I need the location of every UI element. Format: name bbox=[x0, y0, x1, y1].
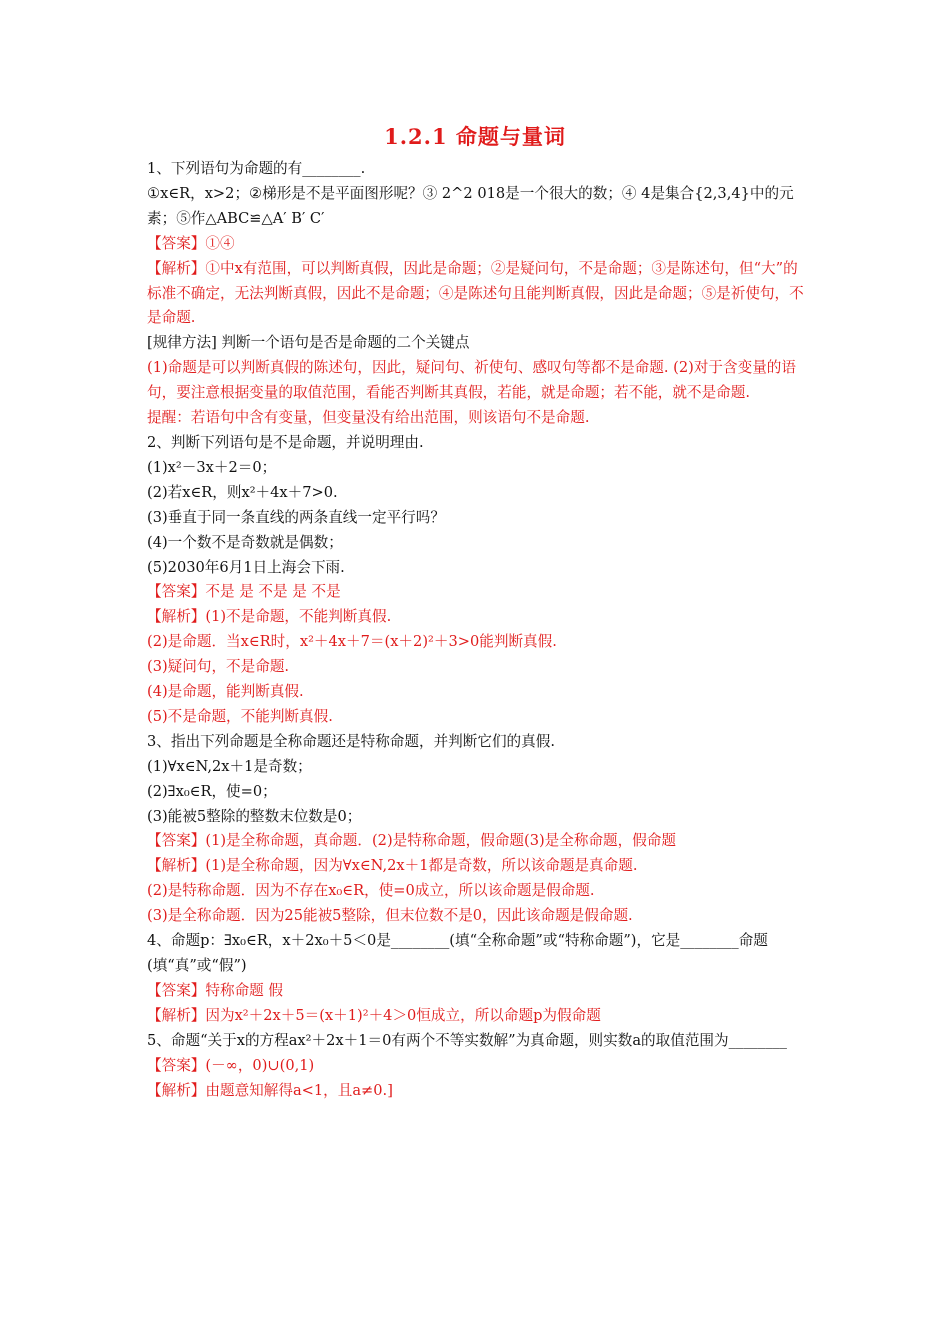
q2-item-4: (4)一个数不是奇数就是偶数； bbox=[147, 533, 343, 551]
q2-item-3: (3)垂直于同一条直线的两条直线一定平行吗？ bbox=[147, 508, 445, 526]
page-title: 1.2.1 命题与量词 bbox=[384, 124, 566, 149]
q4-answer: 【答案】特称命题 假 bbox=[147, 981, 283, 999]
q2-analysis-2: (2)是命题．当x∈R时，x²＋4x＋7＝(x＋2)²＋3>0能判断真假. bbox=[147, 633, 557, 651]
q1-analysis: 【解析】①中x有范围，可以判断真假，因此是命题；②是疑问句，不是命题；③是陈述句，但“大”的标准不确定，无法判断真假，因此不是命题；④是陈述句且能判断真假，因此是命题；⑤是祈使句，不是命题. bbox=[147, 259, 804, 327]
q2-stem: 2、判断下列语句是不是命题，并说明理由. bbox=[147, 433, 424, 451]
method-reminder: 提醒：若语句中含有变量，但变量没有给出范围，则该语句不是命题. bbox=[147, 409, 590, 427]
q3-analysis-1: 【解析】(1)是全称命题，因为∀x∈N,2x＋1都是奇数，所以该命题是真命题. bbox=[147, 857, 638, 875]
q2-analysis-5: (5)不是命题，不能判断真假. bbox=[147, 707, 333, 725]
method-heading: [规律方法] 判断一个语句是否是命题的二个关键点 bbox=[147, 334, 470, 352]
q3-stem: 3、指出下列命题是全称命题还是特称命题，并判断它们的真假. bbox=[147, 732, 555, 750]
q2-item-2: (2)若x∈R，则x²＋4x＋7>0. bbox=[147, 483, 338, 501]
q4-analysis: 【解析】因为x²＋2x＋5＝(x＋1)²＋4＞0恒成立，所以命题p为假命题 bbox=[147, 1006, 601, 1024]
q2-item-5: (5)2030年6月1日上海会下雨. bbox=[147, 558, 345, 576]
q2-analysis-3: (3)疑问句，不是命题. bbox=[147, 658, 290, 676]
q4-stem: 4、命题p：∃x₀∈R，x＋2x₀＋5＜0是________(填“全称命题”或“特称命题”)，它是________命题(填“真”或“假”) bbox=[147, 932, 768, 974]
q2-analysis-4: (4)是命题，能判断真假. bbox=[147, 683, 304, 701]
q5-stem: 5、命题“关于x的方程ax²＋2x＋1＝0有两个不等实数解”为真命题，则实数a的取值范围为________ bbox=[147, 1031, 787, 1049]
q3-analysis-2: (2)是特称命题．因为不存在x₀∈R，使=0成立，所以该命题是假命题. bbox=[147, 882, 595, 900]
method-body: (1)命题是可以判断真假的陈述句，因此，疑问句、祈使句、感叹句等都不是命题. (2)对于含变量的语句，要注意根据变量的取值范围，看能否判断其真假，若能，就是命题；若不能，就不是命题. bbox=[147, 359, 796, 402]
q3-analysis-3: (3)是全称命题．因为25能被5整除，但末位数不是0，因此该命题是假命题. bbox=[147, 907, 633, 925]
q3-item-3: (3)能被5整除的整数末位数是0； bbox=[147, 807, 362, 825]
q2-answer: 【答案】不是 是 不是 是 不是 bbox=[147, 583, 341, 601]
q1-options: ①x∈R，x>2；②梯形是不是平面图形呢？③ 2^2 018是一个很大的数；④ 4是集合{2,3,4}中的元素；⑤作△ABC≌△A′ B′ C′ bbox=[147, 184, 794, 227]
document-body bbox=[147, 157, 807, 1103]
q3-item-2: (2)∃x₀∈R，使=0； bbox=[147, 782, 277, 800]
q3-item-1: (1)∀x∈N,2x＋1是奇数； bbox=[147, 757, 312, 775]
q3-answer: 【答案】(1)是全称命题，真命题．(2)是特称命题，假命题(3)是全称命题，假命题 bbox=[147, 832, 677, 850]
q2-item-1: (1)x²－3x＋2＝0； bbox=[147, 458, 277, 476]
q1-answer: 【答案】①④ bbox=[147, 234, 235, 252]
q2-analysis-1: 【解析】(1)不是命题，不能判断真假. bbox=[147, 608, 392, 626]
q5-analysis: 【解析】由题意知解得a<1，且a≠0.] bbox=[147, 1081, 393, 1099]
q1-stem: 1、下列语句为命题的有________. bbox=[147, 160, 366, 177]
q5-answer: 【答案】(－∞，0)∪(0,1) bbox=[147, 1056, 315, 1074]
